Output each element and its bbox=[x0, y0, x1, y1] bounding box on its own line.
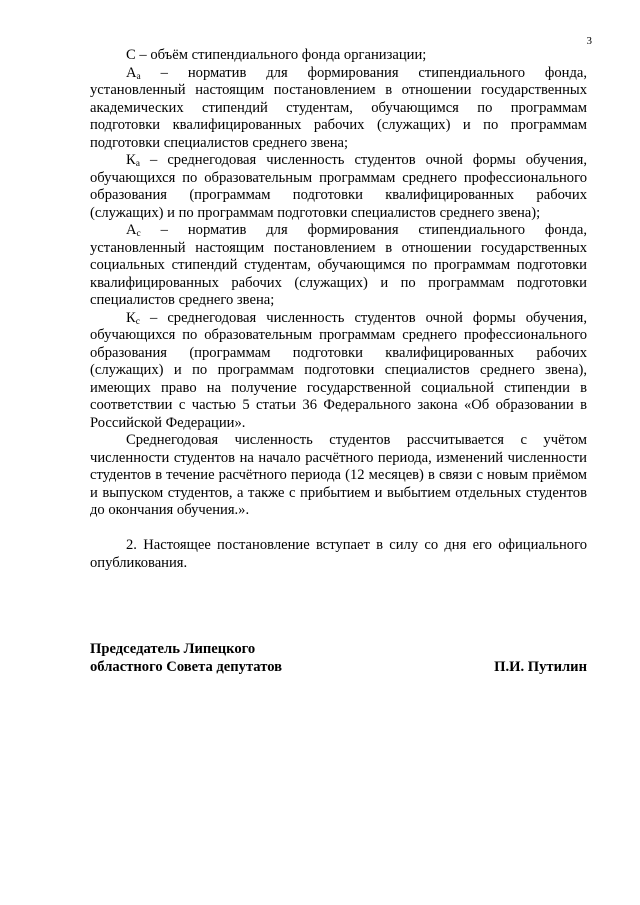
document-body bbox=[90, 47, 587, 572]
definition-Kc: $К_с$ – среднегодовая численность студентов очной формы обучения, обучающихся по образовательным программам среднего профессионального образования (программам подготовки квалифицированных рабочих (служащих) и по программам подготовки специалистов среднего звена), имеющих право на получение государственной социальной стипендии в соответствии с частью 5 статьи 36 Федерального закона «Об образовании в Российской Федерации». bbox=[90, 309, 587, 431]
definition-Ka: $К_а$ – среднегодовая численность студентов очной формы обучения, обучающихся по образовательным программам среднего профессионального образования (программам подготовки квалифицированных рабочих (служащих) и по программам подготовки специалистов среднего звена); bbox=[90, 152, 587, 221]
signature-title-line2: областного Совета депутатов bbox=[90, 659, 283, 675]
definition-Ac: $А_с$ – норматив для формирования стипендиального фонда, установленный настоящим постановлением в отношении государственных социальных стипендий студентам, обучающимся по программам подготовки квалифицированных рабочих (служащих) и по программам подготовки специалистов среднего звена; bbox=[90, 222, 587, 308]
signatory-name: П.И. Путилин bbox=[494, 659, 587, 675]
page-number: 3 bbox=[586, 35, 592, 47]
average-note: Среднегодовая численность студентов рассчитывается с учётом численности студентов на начало расчётного периода, изменений численности студентов в течение расчётного периода (12 месяцев) в связи с новым приёмом и выпуском студентов, а также с прибытием и выбытием отдельных студентов до окончания обучения.». bbox=[90, 432, 587, 518]
signature-block bbox=[90, 640, 587, 676]
clause-2: 2. Настоящее постановление вступает в силу со дня его официального опубликования. bbox=[90, 537, 587, 571]
definition-C: C – объём стипендиального фонда организации; bbox=[126, 47, 427, 63]
signature-title-line1: Председатель Липецкого bbox=[90, 641, 256, 657]
definition-Aa: $А_а$ – норматив для формирования стипендиального фонда, установленный настоящим постановлением в отношении государственных академических стипендий студентам, обучающимся по программам подготовки квалифицированных рабочих (служащих) и по программам подготовки специалистов среднего звена; bbox=[90, 64, 587, 151]
